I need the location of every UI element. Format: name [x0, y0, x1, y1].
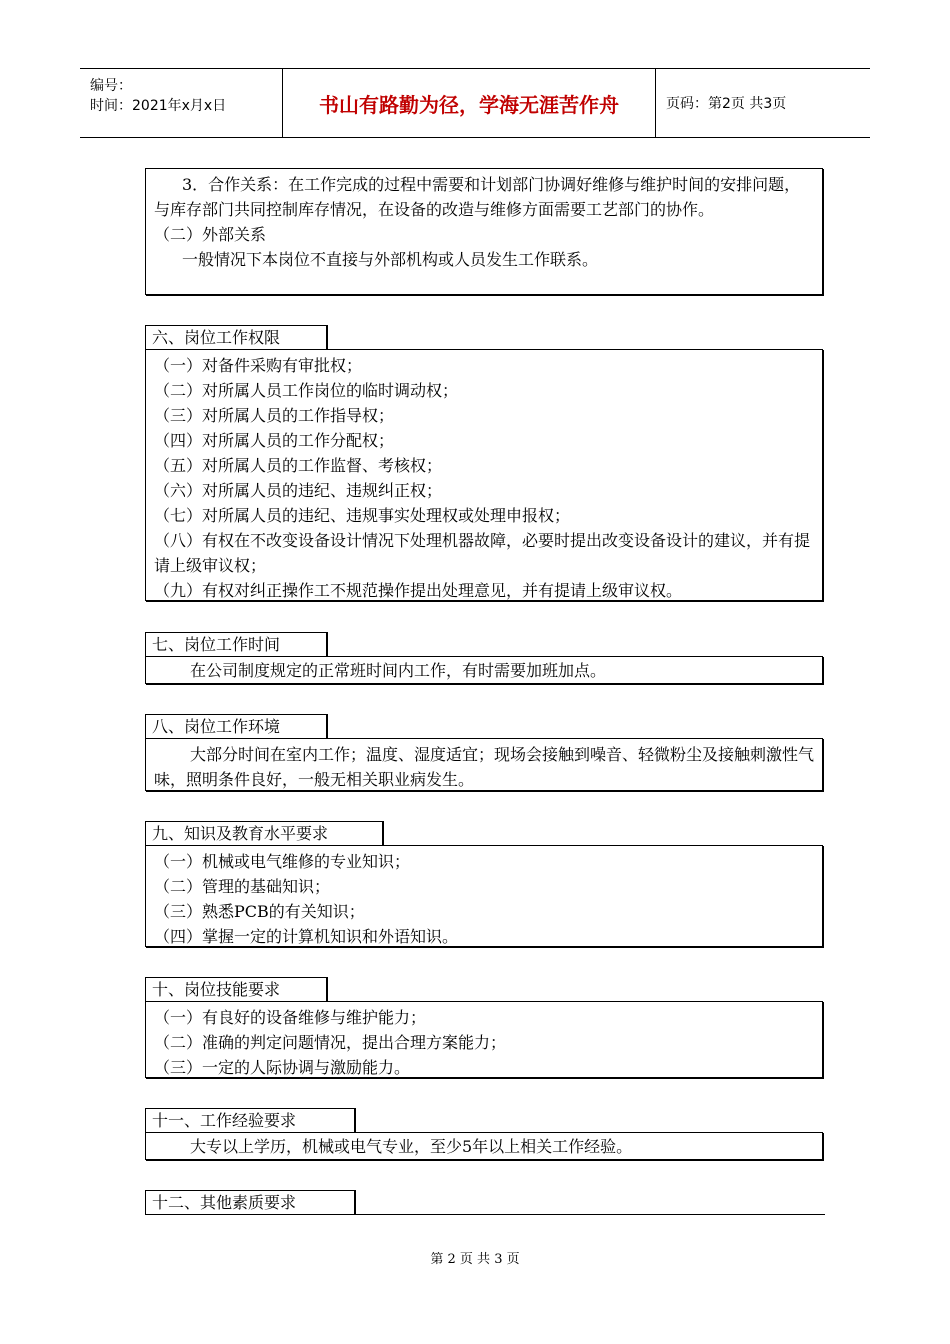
section-environment-box — [145, 738, 823, 791]
date-label: 时间：2021年x月x日 — [90, 98, 227, 114]
list-item: （二）管理的基础知识； — [154, 877, 331, 896]
header-meta — [80, 69, 283, 137]
section-work-time-box — [145, 656, 823, 684]
list-item: （四）对所属人员的工作分配权； — [154, 431, 395, 450]
list-item: （三）一定的人际协调与激励能力。 — [154, 1058, 411, 1077]
section-title-authority: 六、岗位工作权限 — [145, 325, 327, 350]
list-item: （四）掌握一定的计算机知识和外语知识。 — [154, 927, 459, 946]
list-item: （三）熟悉PCB的有关知识； — [154, 902, 365, 921]
section-external-relations — [145, 168, 823, 295]
section-skills-box — [145, 1001, 823, 1078]
list-item: （七）对所属人员的违纪、违规事实处理权或处理申报权； — [154, 506, 571, 525]
external-relations-heading: （二）外部关系 — [154, 225, 267, 244]
section-title-other-qualities: 十二、其他素质要求 — [145, 1190, 355, 1215]
section-title-skills: 十、岗位技能要求 — [145, 977, 327, 1002]
list-item: （八）有权在不改变设备设计情况下处理机器故障，必要时提出改变设备设计的建议，并有提请上级审议权； — [154, 531, 811, 575]
section-title-work-time: 七、岗位工作时间 — [145, 632, 327, 657]
list-item: （九）有权对纠正操作工不规范操作提出处理意见，并有提请上级审议权。 — [154, 581, 683, 600]
work-time-text: 在公司制度规定的正常班时间内工作，有时需要加班加点。 — [190, 661, 607, 680]
section-authority-box — [145, 349, 823, 601]
list-item: （一）有良好的设备维修与维护能力； — [154, 1008, 427, 1027]
list-item: （二）准确的判定问题情况，提出合理方案能力； — [154, 1033, 507, 1052]
external-relations-text: 一般情况下本岗位不直接与外部机构或人员发生工作联系。 — [182, 250, 599, 269]
section-experience-box — [145, 1132, 823, 1160]
cooperation-paragraph: 3．合作关系：在工作完成的过程中需要和计划部门协调好维修与维护时间的安排问题，与库存部门共同控制库存情况，在设备的改造与维修方面需要工艺部门的协作。 — [154, 175, 801, 219]
section-title-environment: 八、岗位工作环境 — [145, 714, 327, 739]
page-header — [80, 68, 870, 138]
list-item: （六）对所属人员的违纪、违规纠正权； — [154, 481, 443, 500]
list-item: （三）对所属人员的工作指导权； — [154, 406, 395, 425]
list-item: （五）对所属人员的工作监督、考核权； — [154, 456, 443, 475]
page-footer: 第 2 页 共 3 页 — [430, 1252, 520, 1267]
header-motto: 书山有路勤为径，学海无涯苦作舟 — [283, 69, 656, 137]
section-title-experience: 十一、工作经验要求 — [145, 1108, 355, 1133]
number-label: 编号： — [90, 78, 132, 94]
list-item: （一）机械或电气维修的专业知识； — [154, 852, 411, 871]
section-knowledge-box — [145, 845, 823, 947]
page-indicator: 页码：第2页 共3页 — [666, 96, 787, 112]
section-divider — [145, 1214, 825, 1215]
section-title-knowledge: 九、知识及教育水平要求 — [145, 821, 383, 846]
environment-text: 大部分时间在室内工作；温度、湿度适宜；现场会接触到噪音、轻微粉尘及接触刺激性气味，照明条件良好，一般无相关职业病发生。 — [154, 745, 815, 789]
experience-text: 大专以上学历，机械或电气专业，至少5年以上相关工作经验。 — [190, 1137, 633, 1156]
list-item: （一）对备件采购有审批权； — [154, 356, 363, 375]
list-item: （二）对所属人员工作岗位的临时调动权； — [154, 381, 459, 400]
